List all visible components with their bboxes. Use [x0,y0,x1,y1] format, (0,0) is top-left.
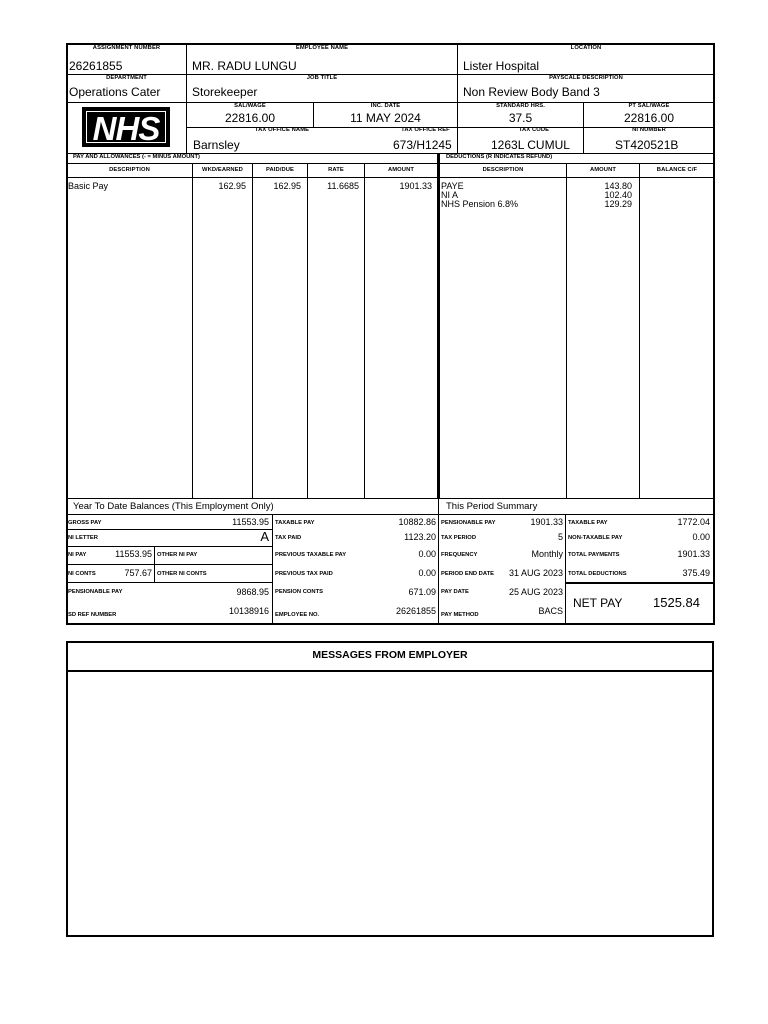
sd-ref-number: 10138916 [228,606,269,616]
tax-paid-label: TAX PAID [275,535,302,541]
period-title: This Period Summary [446,501,538,512]
divider [307,164,308,498]
total-payments-label: TOTAL PAYMENTS [568,552,620,558]
tax-period-label: TAX PERIOD [441,535,476,541]
ytd-tax-paid: 1123.20 [404,532,436,542]
period-end-date: 31 AUG 2023 [508,568,563,578]
ni-number: ST420521B [615,138,679,152]
col-ded-amount: AMOUNT [589,167,617,173]
total-deductions-label: TOTAL DEDUCTIONS [568,571,627,577]
divider [439,154,440,498]
pay-date-label: PAY DATE [441,589,469,595]
ytd-pensionable-pay: 9868.95 [236,587,269,597]
divider [272,515,273,624]
payscale-label: PAYSCALE DESCRIPTION [549,75,623,81]
tax-period: 5 [557,532,563,542]
employee-no: 26261855 [395,606,436,616]
tax-office-name: Barnsley [193,138,240,152]
period-pensionable-pay-label: PENSIONABLE PAY [441,520,496,526]
previous-tax-paid-label: PREVIOUS TAX PAID [275,571,333,577]
assignment-number-label: ASSIGNMENT NUMBER [92,45,161,51]
divider [67,177,714,178]
divider [67,670,713,672]
other-ni-pay-label: OTHER NI PAY [157,552,198,558]
gross-pay-label: GROSS PAY [68,520,102,526]
other-ni-conts-label: OTHER NI CONTS [157,571,207,577]
pension-conts: 671.09 [408,587,436,597]
pt-sal-wage-label: PT SAL/WAGE [628,103,670,109]
employee-name: MR. RADU LUNGU [192,59,297,73]
previous-taxable-pay-label: PREVIOUS TAXABLE PAY [275,552,347,558]
col-paid-due: PAID/DUE [265,167,295,173]
period-pensionable-pay: 1901.33 [530,517,563,527]
messages-title: MESSAGES FROM EMPLOYER [312,649,468,661]
assignment-number: 26261855 [69,59,123,73]
department-label: DEPARTMENT [106,75,147,81]
col-rate: RATE [328,167,344,173]
standard-hrs-label: STANDARD HRS. [496,103,545,109]
deduction-description: PAYE [441,181,464,191]
standard-hrs: 37.5 [508,111,533,125]
pay-method-label: PAY METHOD [441,612,479,618]
deduction-amount: 143.80 [604,181,632,191]
employee-name-label: EMPLOYEE NAME [295,45,349,51]
pay-and-allowances-label: PAY AND ALLOWANCES (- = MINUS AMOUNT) [73,154,200,160]
location: Lister Hospital [463,59,540,73]
deduction-description: NI A [441,190,459,200]
net-pay-label: NET PAY [573,596,623,610]
payment-paid-due: 162.95 [273,181,301,191]
previous-taxable-pay: 0.00 [418,549,436,559]
ytd-ni-conts: 757.67 [124,568,152,578]
divider [364,164,365,498]
pension-conts-label: PENSION CONTS [275,589,323,595]
payment-description: Basic Pay [68,181,109,191]
ni-letter: A [260,529,269,544]
ni-letter-label: NI LETTER [68,535,98,541]
ytd-taxable-pay: 10882.86 [398,517,436,527]
divider [639,164,640,498]
tax-code: 1263L CUMUL [491,138,570,152]
divider [67,582,272,583]
non-taxable-pay: 0.00 [692,532,710,542]
ni-conts-label: NI CONTS [68,571,96,577]
col-amount: AMOUNT [387,167,415,173]
divider [565,515,566,624]
total-deductions: 375.49 [682,568,710,578]
col-balance-cf: BALANCE C/F [656,167,698,173]
deduction-description: NHS Pension 6.8% [441,199,519,209]
location-label: LOCATION [570,45,602,51]
deduction-amount: 129.29 [604,199,632,209]
payment-amount: 1901.33 [399,181,432,191]
non-taxable-pay-label: NON-TAXABLE PAY [568,535,623,541]
payscale: Non Review Body Band 3 [463,85,600,99]
deduction-amount: 102.40 [604,190,632,200]
payment-rate: 11.6685 [327,181,359,191]
pensionable-pay-label: PENSIONABLE PAY [68,589,123,595]
ni-pay-label: NI PAY [68,552,87,558]
period-end-date-label: PERIOD END DATE [441,571,495,577]
payment-wkd-earned: 162.95 [218,181,246,191]
col-ded-description: DESCRIPTION [482,167,524,173]
divider [252,164,253,498]
department: Operations Cater [69,85,161,99]
employee-no-label: EMPLOYEE NO. [275,612,320,618]
frequency-label: FREQUENCY [441,552,478,558]
sal-wage: 22816.00 [224,111,276,125]
sal-wage-label: SAL/WAGE [234,103,266,109]
inc-date: 11 MAY 2024 [350,111,421,125]
ytd-title: Year To Date Balances (This Employment Only) [73,501,274,512]
col-wkd-earned: WKD/EARNED [202,167,243,173]
divider [67,498,714,499]
divider [566,164,567,498]
frequency: Monthly [531,549,563,559]
pt-sal-wage: 22816.00 [623,111,675,125]
inc-date-label: INC. DATE [370,103,401,109]
tax-code-label: TAX CODE [518,127,550,133]
job-title-label: JOB TITLE [306,75,338,81]
divider [67,546,272,547]
period-taxable-pay-label: TAXABLE PAY [568,520,608,526]
total-payments: 1901.33 [677,549,710,559]
tax-office-name-label: TAX OFFICE NAME [254,127,310,133]
taxable-pay-label: TAXABLE PAY [275,520,315,526]
divider [566,582,714,584]
messages-frame [66,641,714,937]
divider [67,564,272,565]
divider [67,163,714,164]
net-pay: 1525.84 [653,595,700,610]
ni-number-label: NI NUMBER [632,127,666,133]
nhs-logo-text: NHS [87,112,165,142]
job-title: Storekeeper [192,85,258,99]
nhs-logo [82,107,170,147]
tax-office-ref: 673/H1245 [393,138,452,152]
col-description: DESCRIPTION [109,167,150,173]
tax-office-ref-label: TAX OFFICE REF [401,127,450,133]
pay-method: BACS [538,606,563,616]
divider [192,164,193,498]
previous-tax-paid: 0.00 [418,568,436,578]
divider [67,514,714,515]
sd-ref-number-label: SD REF NUMBER [68,612,117,618]
divider [438,498,439,624]
deductions-label: DEDUCTIONS (R INDICATES REFUND) [446,154,553,160]
ytd-ni-pay: 11553.95 [115,549,152,559]
period-taxable-pay: 1772.04 [677,517,710,527]
ytd-gross-pay: 11553.95 [232,517,269,527]
pay-date: 25 AUG 2023 [508,587,563,597]
